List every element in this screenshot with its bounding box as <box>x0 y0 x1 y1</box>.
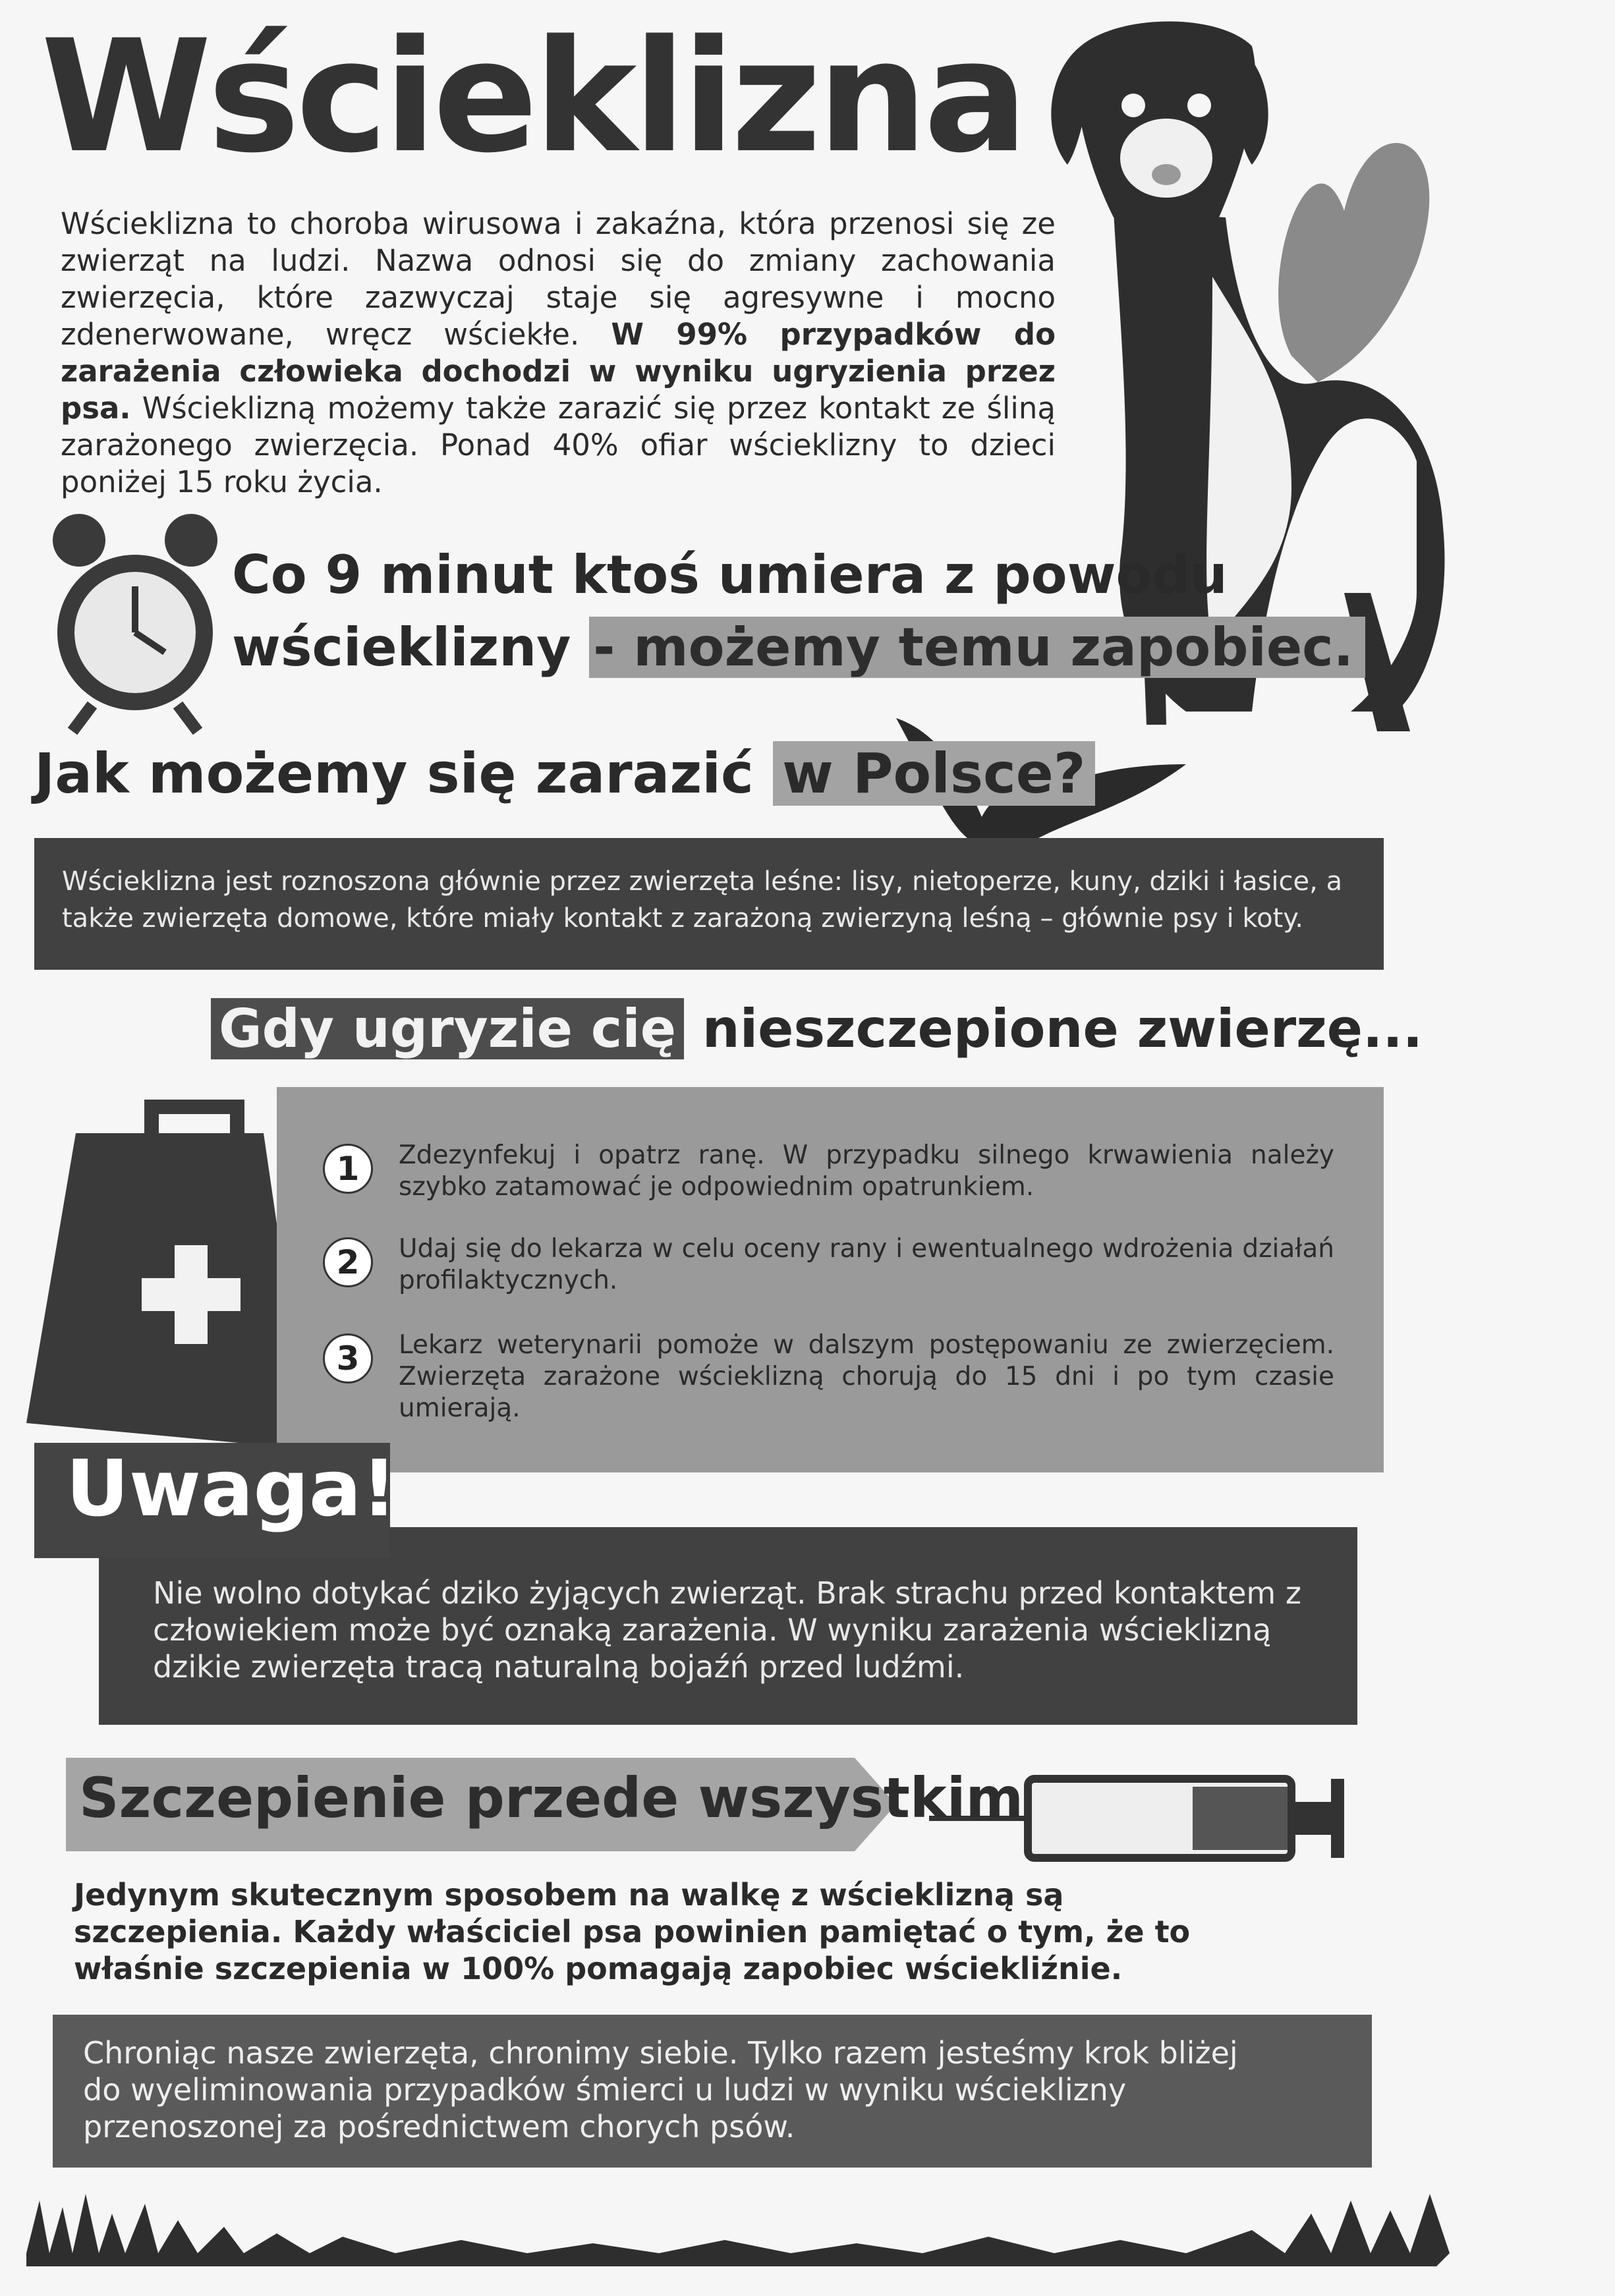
heart-icon <box>1278 143 1429 382</box>
jak-heading <box>34 741 1095 806</box>
stat-word: wścieklizny <box>232 617 571 678</box>
chron-band <box>53 2015 1372 2168</box>
chron-text: Chroniąc nasze zwierzęta, chronimy siebie. Tylko razem jesteśmy krok bliżej do wyeliminowania przypadków śmierci u ludzi w wyniku wścieklizny przenoszonej za pośrednictwem chorych psów. <box>83 2035 1238 2144</box>
step-text: Zdezynfekuj i opatrz ranę. W przypadku silnego krwawienia należy szybko zatamować je odpowiednim opatrunkiem. <box>399 1140 1334 1202</box>
stat-heading <box>232 539 1365 684</box>
jak-heading-text: Jak możemy się zarazić <box>34 741 754 806</box>
stat-line-1: Co 9 minut ktoś umiera z powodu <box>232 544 1228 605</box>
gdy-heading <box>211 998 1423 1059</box>
intro-paragraph <box>61 206 1056 501</box>
uwaga-heading: Uwaga! <box>66 1443 397 1534</box>
szczepienie-heading: Szczepienie przede wszystkim <box>79 1766 1024 1830</box>
first-aid-kit-icon <box>26 1107 310 1449</box>
jak-heading-highlight: w Polsce? <box>773 741 1094 806</box>
uwaga-text: Nie wolno dotykać dziko żyjących zwierząt. Brak strachu przed kontaktem z człowiekiem może być oznaką zarażenia. W wyniku zarażenia wścieklizną dzikie zwierzęta tracą naturalną bojaźń przed ludźmi. <box>153 1575 1301 1685</box>
intro-bold: W 99% przypadków do zarażenia człowieka dochodzi w wyniku ugryzienia przez psa. <box>61 317 1056 426</box>
step-text: Udaj się do lekarza w celu oceny rany i ewentualnego wdrożenia działań profilaktycznych. <box>399 1234 1334 1295</box>
stat-line-2 <box>232 611 1365 684</box>
jak-text: Wścieklizna jest roznoszona głównie przez zwierzęta leśne: lisy, nietoperze, kuny, dziki i łasice, a także zwierzęta domowe, które miały kontakt z zarażoną zwierzyną leśną – głównie psy i koty. <box>62 866 1343 934</box>
page-title: Wścieklizna <box>41 7 1025 187</box>
jak-band <box>34 838 1384 970</box>
stat-highlight: - możemy temu zapobiec. <box>589 617 1365 678</box>
intro-text-2: Wścieklizną możemy także zarazić się przez kontakt ze śliną zarażonego zwierzęcia. Ponad 40% ofiar wścieklizny to dzieci poniżej 15 roku życia. <box>61 391 1056 499</box>
grass-decoration <box>26 2194 1450 2266</box>
intro-text-1: Wścieklizna to choroba wirusowa i zakaźna, która przenosi się ze zwierząt na ludzi. Nazwa odnosi się do zmiany zachowania zwierzęcia, które zazwyczaj staje się agresywne i mocno zdenerwowane, wręcz wściekłe. <box>61 206 1056 352</box>
szczepienie-text: Jedynym skutecznym sposobem na walkę z wścieklizną są szczepienia. Każdy właściciel psa powinien pamiętać o tym, że to właśnie szczepienia w 100% pomagają zapobiec wściekliźnie. <box>74 1877 1191 1986</box>
gdy-heading-text: nieszczepione zwierzę... <box>683 998 1423 1059</box>
step-number: 1 <box>323 1144 373 1194</box>
alarm-clock-icon <box>53 514 217 731</box>
step-number: 3 <box>323 1333 373 1384</box>
step-number: 2 <box>323 1237 373 1287</box>
gdy-heading-highlight: Gdy ugryzie cię <box>211 998 684 1059</box>
step-text: Lekarz weterynarii pomoże w dalszym postępowaniu ze zwierzęciem. Zwierzęta zarażone wścieklizną chorują do 15 dni i po tym czasie umierają. <box>399 1330 1334 1423</box>
